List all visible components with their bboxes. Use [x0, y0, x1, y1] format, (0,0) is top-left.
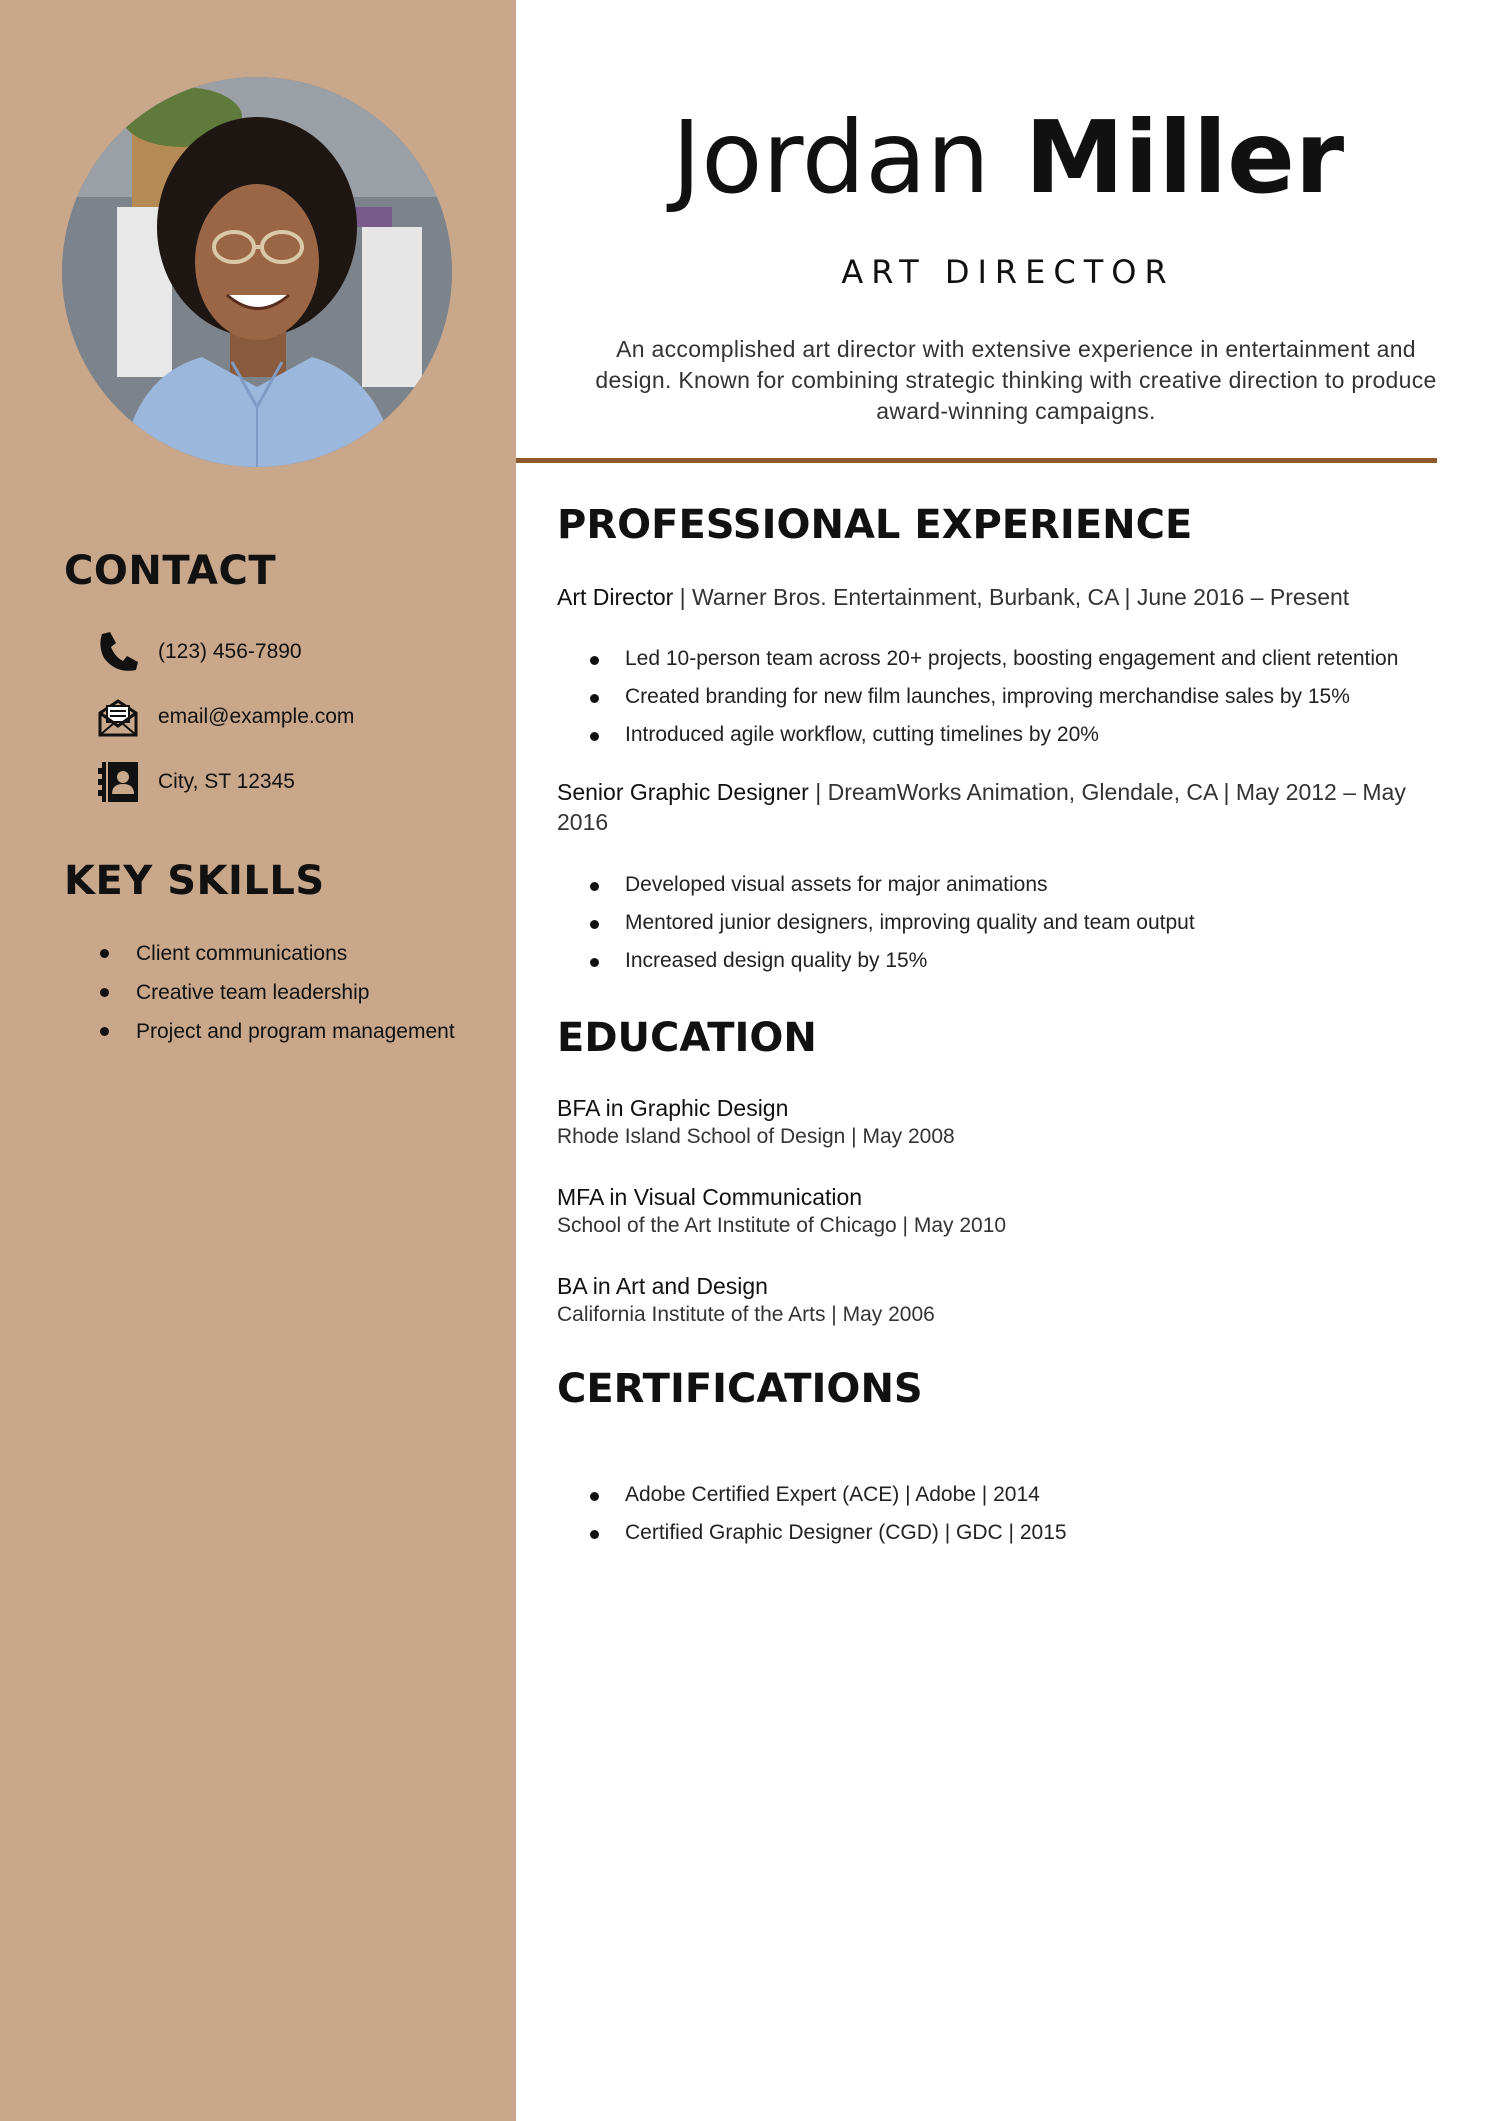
list-item: Mentored junior designers, improving quality and team output — [590, 904, 1195, 942]
job-role: Senior Graphic Designer — [557, 779, 809, 805]
list-item: Developed visual assets for major animations — [590, 866, 1195, 904]
full-name — [516, 99, 1500, 216]
portrait-illustration — [62, 77, 452, 467]
job-details: | Warner Bros. Entertainment, Burbank, CA | June 2016 – Present — [673, 584, 1350, 610]
list-item: Created branding for new film launches, improving merchandise sales by 15% — [590, 678, 1398, 716]
list-item: Increased design quality by 15% — [590, 942, 1195, 980]
list-item: Adobe Certified Expert (ACE) | Adobe | 2014 — [590, 1476, 1067, 1514]
certifications-heading: CERTIFICATIONS — [557, 1366, 923, 1412]
education-entry — [557, 1182, 1006, 1240]
contact-card-icon — [96, 760, 140, 804]
list-item: Creative team leadership — [100, 973, 455, 1012]
education-heading: EDUCATION — [557, 1015, 817, 1061]
skills-list — [100, 934, 455, 1051]
email-address: email@example.com — [158, 705, 355, 728]
list-item: Certified Graphic Designer (CGD) | GDC | 2015 — [590, 1514, 1067, 1552]
contact-location — [96, 759, 295, 805]
phone-icon — [96, 630, 140, 674]
job-bullets — [590, 866, 1195, 980]
sidebar — [0, 0, 516, 2121]
envelope-icon — [96, 695, 140, 739]
list-item: Project and program management — [100, 1012, 455, 1051]
job-role: Art Director — [557, 584, 674, 610]
degree: MFA in Visual Communication — [557, 1184, 863, 1210]
profile-photo — [62, 77, 452, 467]
first-name: Jordan — [671, 99, 990, 216]
list-item: Introduced agile workflow, cutting timelines by 20% — [590, 716, 1398, 754]
phone-number: (123) 456-7890 — [158, 640, 302, 663]
contact-email — [96, 694, 354, 740]
list-item: Client communications — [100, 934, 455, 973]
job-title-line — [557, 777, 1437, 837]
school: School of the Art Institute of Chicago | May 2010 — [557, 1214, 1007, 1237]
last-name: Miller — [1024, 99, 1345, 216]
degree: BFA in Graphic Design — [557, 1095, 789, 1121]
job-title: ART DIRECTOR — [841, 253, 1175, 291]
job-bullets — [590, 640, 1398, 754]
divider — [516, 458, 1437, 463]
job-title-line — [557, 582, 1437, 612]
experience-heading: PROFESSIONAL EXPERIENCE — [557, 502, 1193, 548]
skills-heading: KEY SKILLS — [64, 858, 325, 904]
school: Rhode Island School of Design | May 2008 — [557, 1125, 955, 1148]
education-entry — [557, 1271, 935, 1329]
contact-heading: CONTACT — [64, 548, 277, 594]
list-item: Led 10-person team across 20+ projects, boosting engagement and client retention — [590, 640, 1398, 678]
degree: BA in Art and Design — [557, 1273, 768, 1299]
summary: An accomplished art director with extensive experience in entertainment and design. Known for combining strategic thinking with creative direction to produce award-winning campaigns. — [595, 336, 1437, 424]
job-details: | DreamWorks Animation, Glendale, CA | May 2012 – May 2016 — [557, 779, 1406, 835]
location: City, ST 12345 — [158, 770, 295, 793]
contact-phone — [96, 629, 302, 675]
certifications-list — [590, 1476, 1067, 1552]
school: California Institute of the Arts | May 2006 — [557, 1303, 935, 1326]
education-entry — [557, 1093, 955, 1151]
